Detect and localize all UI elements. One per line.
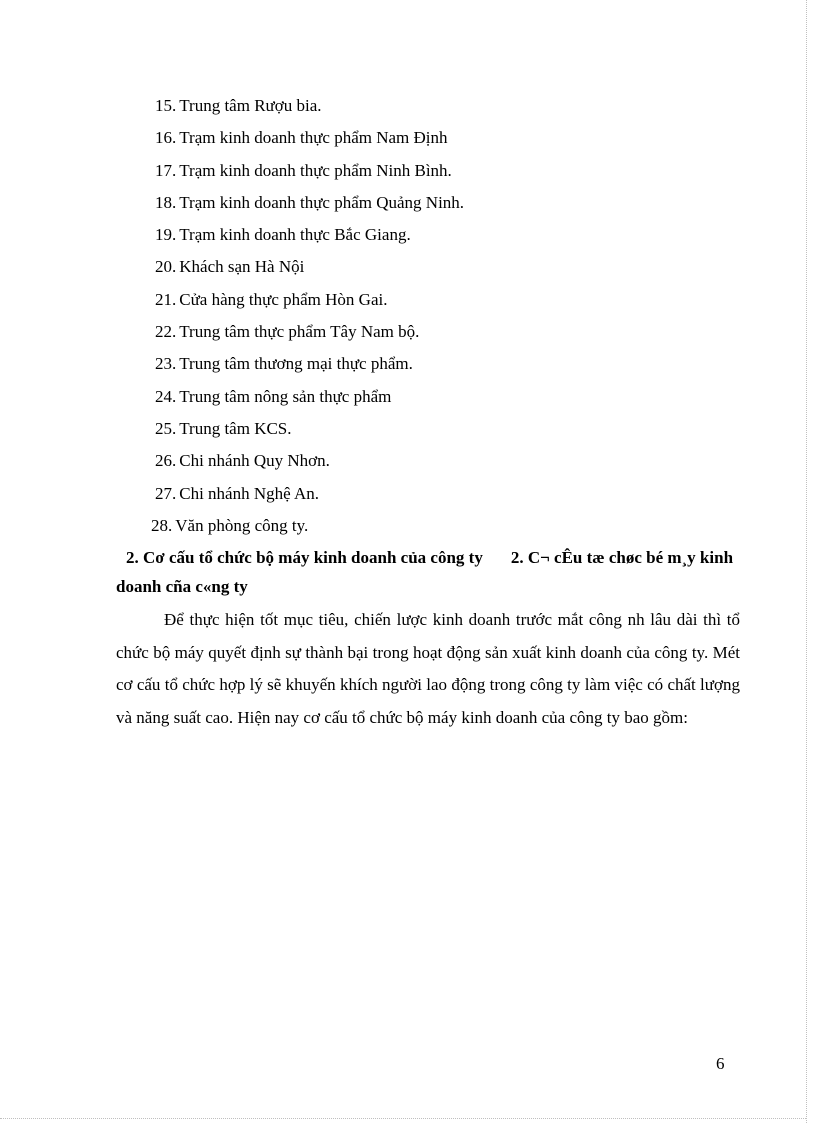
list-item-text: Trung tâm KCS. (179, 418, 292, 438)
list-item-number: 18. (155, 192, 177, 212)
list-item (0, 189, 816, 221)
list-item-number: 27. (155, 483, 177, 503)
list-item (0, 221, 816, 253)
section-heading-unicode: 2. Cơ cấu tổ chức bộ máy kinh doanh của công ty (126, 548, 483, 567)
unit-list (0, 92, 816, 544)
list-item (0, 512, 816, 544)
list-item-number: 15. (155, 96, 177, 115)
list-item-text: Trạm kinh doanh thực phẩm Nam Định (179, 128, 448, 148)
list-item (0, 415, 816, 447)
list-item-text: Trung tâm thương mại thực phẩm. (179, 354, 413, 374)
list-item-text: Trạm kinh doanh thực phẩm Quảng Ninh. (179, 192, 465, 212)
list-item-text: Trung tâm Rượu bia. (179, 96, 322, 115)
list-item (0, 318, 816, 350)
list-item-number: 17. (155, 160, 177, 180)
list-item (0, 92, 816, 124)
list-item-number: 23. (155, 354, 177, 374)
list-item-number: 24. (155, 386, 177, 406)
list-item-number: 25. (155, 418, 177, 438)
list-item-text: Cửa hàng thực phẩm Hòn Gai. (179, 289, 388, 309)
list-item-number: 20. (155, 257, 177, 277)
list-item (0, 480, 816, 512)
list-item-number: 26. (155, 451, 177, 471)
list-item-number: 28. (151, 515, 173, 535)
list-item-text: Trung tâm nông sản thực phẩm (179, 386, 392, 406)
list-item-text: Trung tâm thực phẩm Tây Nam bộ. (179, 322, 420, 342)
list-item (0, 124, 816, 156)
page-number: 6 (716, 1054, 725, 1073)
list-item (0, 286, 816, 318)
section-heading-garbled: 2. C¬ cÊu tæ chøc bé m¸y kinh doanh cña c«ng ty (116, 548, 734, 596)
list-item (0, 447, 816, 479)
list-item-text: Trạm kinh doanh thực Bắc Giang. (179, 225, 411, 245)
list-item-text: Chi nhánh Nghệ An. (179, 483, 320, 503)
body-paragraph: Để thực hiện tốt mục tiêu, chiến lược kinh doanh trước mắt công nh lâu dài thì tổ chức bộ máy quyết định sự thành bại trong hoạt động sản xuất kinh doanh của công ty. Mét cơ cấu tổ chức hợp lý sẽ khuyến khích người lao động trong công ty làm việc có chất lượng và năng suất cao. Hiện nay cơ cấu tổ chức bộ máy kinh doanh của công ty bao gồm: (116, 610, 740, 727)
list-item-text: Trạm kinh doanh thực phẩm Ninh Bình. (179, 160, 452, 180)
list-item (0, 350, 816, 382)
list-item-text: Văn phòng công ty. (175, 515, 309, 535)
list-item-number: 16. (155, 128, 177, 148)
list-item (0, 253, 816, 285)
list-item-number: 22. (155, 322, 177, 342)
list-item-number: 19. (155, 225, 177, 245)
list-item-text: Khách sạn Hà Nội (179, 257, 305, 277)
list-item-number: 21. (155, 289, 177, 309)
list-item-text: Chi nhánh Quy Nhơn. (179, 451, 330, 471)
list-item (0, 157, 816, 189)
list-item (0, 383, 816, 415)
page-border-bottom (0, 1118, 806, 1119)
section-heading (116, 543, 742, 601)
